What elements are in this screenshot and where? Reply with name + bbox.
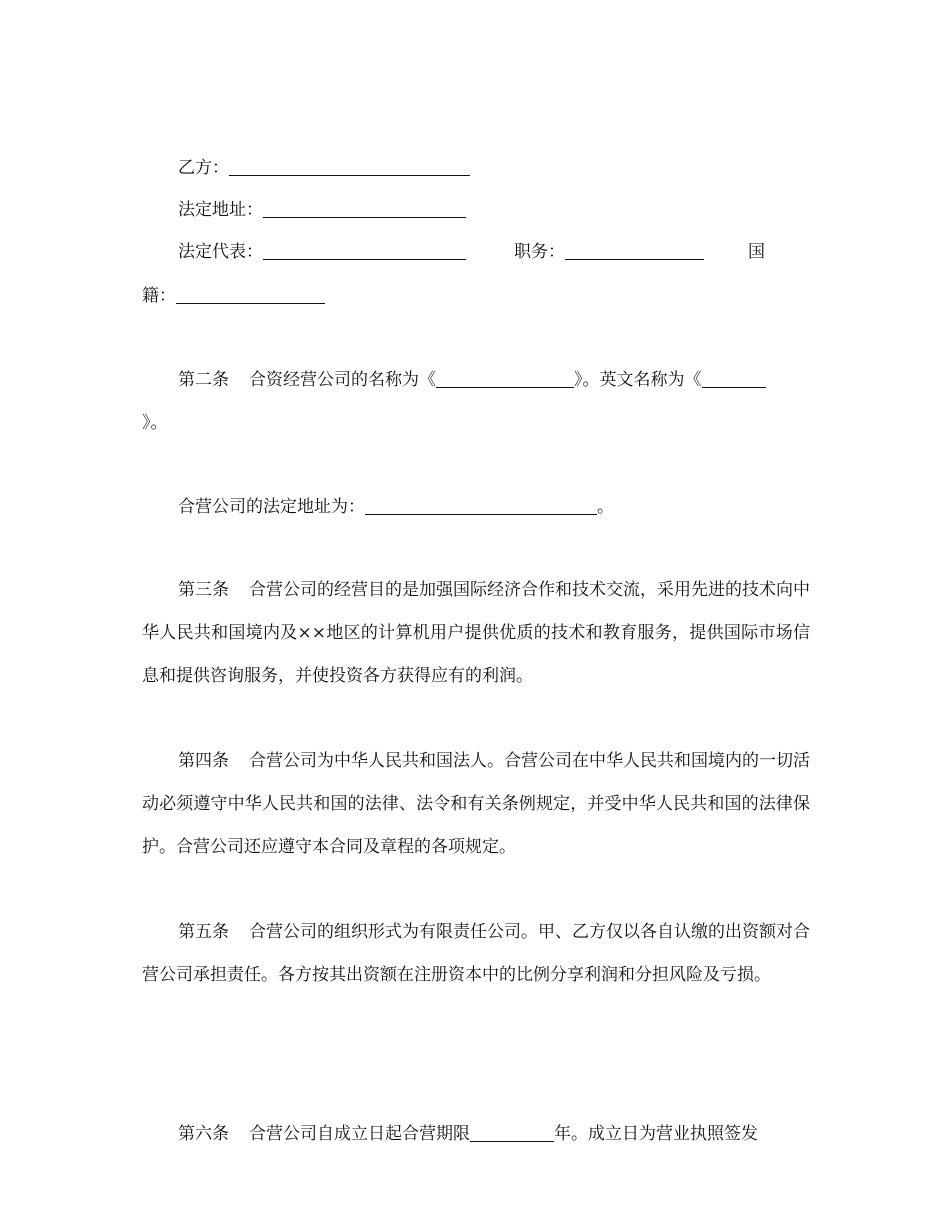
legal-address-blank bbox=[263, 200, 466, 218]
article2-text-b: 》。英文名称为《 bbox=[574, 370, 702, 390]
legal-rep-line bbox=[178, 241, 466, 263]
company-name-blank bbox=[436, 370, 574, 388]
party-b-label: 乙方： bbox=[178, 158, 229, 178]
term-years-blank bbox=[470, 1124, 554, 1142]
article3-number: 第三条 bbox=[178, 580, 229, 600]
article3-paragraph bbox=[142, 569, 810, 698]
nationality-blank bbox=[176, 286, 325, 304]
article2-text-c: 》。 bbox=[142, 413, 168, 433]
party-b-line bbox=[178, 157, 470, 179]
english-name-blank bbox=[702, 370, 766, 388]
position-blank bbox=[565, 242, 704, 260]
article2-line1 bbox=[178, 369, 766, 391]
article6-line bbox=[178, 1123, 758, 1145]
article6-number: 第六条 bbox=[178, 1124, 229, 1144]
article4-number: 第四条 bbox=[178, 751, 229, 771]
article4-text: 合营公司为中华人民共和国法人。合营公司在中华人民共和国境内的一切活动必须遵守中华人民共和国的法律、法令和有关条例规定，并受中华人民共和国的法律保护。合营公司还应遵守本合同及章程的各项规定。 bbox=[142, 751, 810, 857]
position-line bbox=[514, 241, 704, 263]
legal-rep-label: 法定代表： bbox=[178, 242, 263, 262]
article2-text-a: 合资经营公司的名称为《 bbox=[249, 370, 436, 390]
company-address-label: 合营公司的法定地址为： bbox=[178, 497, 365, 517]
company-address-end: 。 bbox=[597, 497, 614, 517]
article3-text: 合营公司的经营目的是加强国际经济合作和技术交流，采用先进的技术向中华人民共和国境内及××地区的计算机用户提供优质的技术和教育服务，提供国际市场信息和提供咨询服务，并使投资各方获得应有的利润。 bbox=[142, 580, 810, 686]
company-address-line bbox=[178, 496, 614, 518]
article4-paragraph bbox=[142, 740, 810, 869]
article5-number: 第五条 bbox=[178, 922, 229, 942]
legal-rep-blank bbox=[263, 242, 466, 260]
nationality-label-1: 国 bbox=[748, 242, 765, 262]
article5-paragraph bbox=[142, 911, 810, 997]
legal-address-line bbox=[178, 199, 466, 221]
article6-text-a: 合营公司自成立日起合营期限 bbox=[249, 1124, 470, 1144]
article6-text-b: 年。成立日为营业执照签发 bbox=[554, 1124, 758, 1144]
article5-text: 合营公司的组织形式为有限责任公司。甲、乙方仅以各自认缴的出资额对合营公司承担责任。各方按其出资额在注册资本中的比例分享利润和分担风险及亏损。 bbox=[142, 922, 810, 985]
nationality-line bbox=[142, 285, 325, 307]
position-label: 职务： bbox=[514, 242, 565, 262]
nationality-label-2: 籍： bbox=[142, 286, 176, 306]
party-b-blank bbox=[229, 158, 470, 176]
legal-address-label: 法定地址： bbox=[178, 200, 263, 220]
company-address-blank bbox=[365, 497, 597, 515]
article2-number: 第二条 bbox=[178, 370, 229, 390]
